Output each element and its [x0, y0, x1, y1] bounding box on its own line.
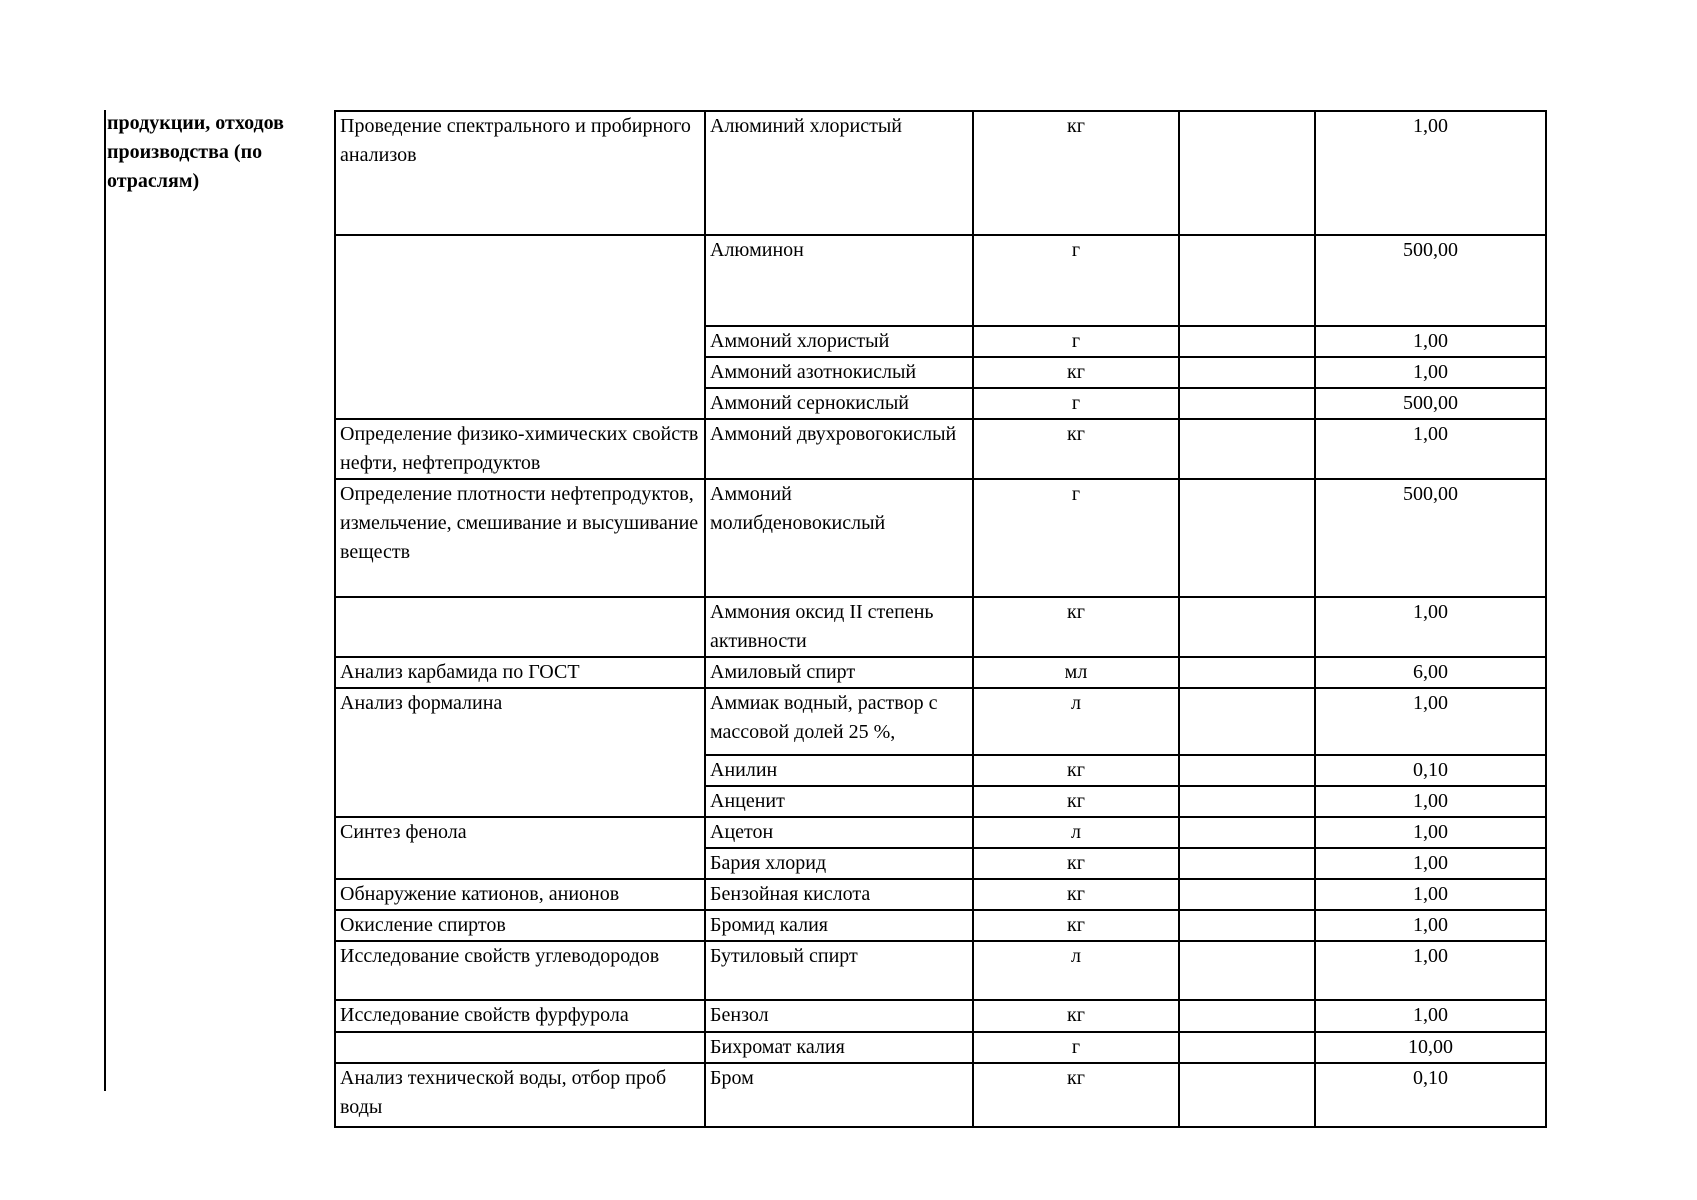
- table-row: [335, 1032, 1546, 1063]
- empty-cell: [1179, 1063, 1315, 1127]
- table-row: [335, 688, 1546, 755]
- reagent-cell: Аммоний молибденовокислый: [705, 479, 973, 597]
- quantity-cell: 1,00: [1315, 848, 1546, 879]
- unit-cell: кг: [973, 419, 1179, 479]
- work-cell: [335, 235, 705, 419]
- empty-cell: [1179, 388, 1315, 419]
- empty-cell: [1179, 235, 1315, 326]
- work-cell: Определение плотности нефтепродуктов, измельчение, смешивание и высушивание веществ: [335, 479, 705, 597]
- reagent-cell: Аммония оксид II степень активности: [705, 597, 973, 657]
- work-cell: Исследование свойств углеводородов: [335, 941, 705, 1000]
- quantity-cell: 1,00: [1315, 597, 1546, 657]
- work-cell: [335, 1032, 705, 1063]
- empty-cell: [1179, 848, 1315, 879]
- empty-cell: [1179, 879, 1315, 910]
- unit-cell: г: [973, 326, 1179, 357]
- quantity-cell: 1,00: [1315, 419, 1546, 479]
- table-row: [335, 597, 1546, 657]
- quantity-cell: 0,10: [1315, 755, 1546, 786]
- unit-cell: г: [973, 388, 1179, 419]
- reagent-cell: Аммиак водный, раствор с массовой долей 25 %,: [705, 688, 973, 755]
- table-row: [335, 1000, 1546, 1032]
- work-cell: Анализ формалина: [335, 688, 705, 817]
- empty-cell: [1179, 688, 1315, 755]
- unit-cell: кг: [973, 597, 1179, 657]
- empty-cell: [1179, 419, 1315, 479]
- quantity-cell: 0,10: [1315, 1063, 1546, 1127]
- quantity-cell: 1,00: [1315, 688, 1546, 755]
- quantity-cell: 500,00: [1315, 479, 1546, 597]
- empty-cell: [1179, 755, 1315, 786]
- quantity-cell: 1,00: [1315, 326, 1546, 357]
- unit-cell: кг: [973, 910, 1179, 941]
- unit-cell: г: [973, 479, 1179, 597]
- table-row: [335, 419, 1546, 479]
- reagents-table: [334, 110, 1547, 1128]
- empty-cell: [1179, 910, 1315, 941]
- quantity-cell: 500,00: [1315, 388, 1546, 419]
- empty-cell: [1179, 941, 1315, 1000]
- unit-cell: кг: [973, 1063, 1179, 1127]
- unit-cell: л: [973, 941, 1179, 1000]
- reagent-cell: Бензол: [705, 1000, 973, 1032]
- unit-cell: кг: [973, 786, 1179, 817]
- section-heading: продукции, отходов производства (по отраслям): [107, 112, 284, 192]
- reagent-cell: Бутиловый спирт: [705, 941, 973, 1000]
- quantity-cell: 1,00: [1315, 941, 1546, 1000]
- empty-cell: [1179, 326, 1315, 357]
- reagent-cell: Алюминий хлористый: [705, 111, 973, 235]
- unit-cell: кг: [973, 755, 1179, 786]
- quantity-cell: 1,00: [1315, 357, 1546, 388]
- reagent-cell: Анилин: [705, 755, 973, 786]
- reagent-cell: Ацетон: [705, 817, 973, 848]
- empty-cell: [1179, 657, 1315, 688]
- empty-cell: [1179, 786, 1315, 817]
- reagent-cell: Аммоний двухровогокислый: [705, 419, 973, 479]
- reagent-cell: Анценит: [705, 786, 973, 817]
- empty-cell: [1179, 357, 1315, 388]
- table-row: [335, 941, 1546, 1000]
- table-row: [335, 879, 1546, 910]
- reagent-cell: Бром: [705, 1063, 973, 1127]
- work-cell: [335, 597, 705, 657]
- quantity-cell: 1,00: [1315, 910, 1546, 941]
- reagent-cell: Аммоний хлористый: [705, 326, 973, 357]
- reagent-cell: Бихромат калия: [705, 1032, 973, 1063]
- work-cell: Анализ технической воды, отбор проб воды: [335, 1063, 705, 1127]
- unit-cell: мл: [973, 657, 1179, 688]
- work-cell: Окисление спиртов: [335, 910, 705, 941]
- reagent-cell: Аммоний сернокислый: [705, 388, 973, 419]
- table-row: [335, 817, 1546, 848]
- work-cell: Анализ карбамида по ГОСТ: [335, 657, 705, 688]
- quantity-cell: 10,00: [1315, 1032, 1546, 1063]
- empty-cell: [1179, 111, 1315, 235]
- unit-cell: г: [973, 235, 1179, 326]
- work-cell: Синтез фенола: [335, 817, 705, 879]
- quantity-cell: 500,00: [1315, 235, 1546, 326]
- unit-cell: кг: [973, 1000, 1179, 1032]
- quantity-cell: 1,00: [1315, 817, 1546, 848]
- table-row: [335, 910, 1546, 941]
- empty-cell: [1179, 479, 1315, 597]
- work-cell: Исследование свойств фурфурола: [335, 1000, 705, 1032]
- quantity-cell: 6,00: [1315, 657, 1546, 688]
- work-cell: Проведение спектрального и пробирного анализов: [335, 111, 705, 235]
- quantity-cell: 1,00: [1315, 1000, 1546, 1032]
- table-row: [335, 235, 1546, 326]
- section-column-rule: [104, 110, 106, 1091]
- reagent-cell: Бария хлорид: [705, 848, 973, 879]
- quantity-cell: 1,00: [1315, 879, 1546, 910]
- unit-cell: кг: [973, 879, 1179, 910]
- quantity-cell: 1,00: [1315, 111, 1546, 235]
- reagent-cell: Бензойная кислота: [705, 879, 973, 910]
- empty-cell: [1179, 597, 1315, 657]
- unit-cell: кг: [973, 357, 1179, 388]
- quantity-cell: 1,00: [1315, 786, 1546, 817]
- unit-cell: г: [973, 1032, 1179, 1063]
- reagent-cell: Амиловый спирт: [705, 657, 973, 688]
- table-row: [335, 111, 1546, 235]
- work-cell: Обнаружение катионов, анионов: [335, 879, 705, 910]
- work-cell: Определение физико-химических свойств нефти, нефтепродуктов: [335, 419, 705, 479]
- reagent-cell: Бромид калия: [705, 910, 973, 941]
- unit-cell: л: [973, 688, 1179, 755]
- empty-cell: [1179, 1000, 1315, 1032]
- empty-cell: [1179, 1032, 1315, 1063]
- unit-cell: кг: [973, 111, 1179, 235]
- reagent-cell: Алюминон: [705, 235, 973, 326]
- table-row: [335, 479, 1546, 597]
- unit-cell: л: [973, 817, 1179, 848]
- reagent-cell: Аммоний азотнокислый: [705, 357, 973, 388]
- table-row: [335, 657, 1546, 688]
- table-row: [335, 1063, 1546, 1127]
- unit-cell: кг: [973, 848, 1179, 879]
- empty-cell: [1179, 817, 1315, 848]
